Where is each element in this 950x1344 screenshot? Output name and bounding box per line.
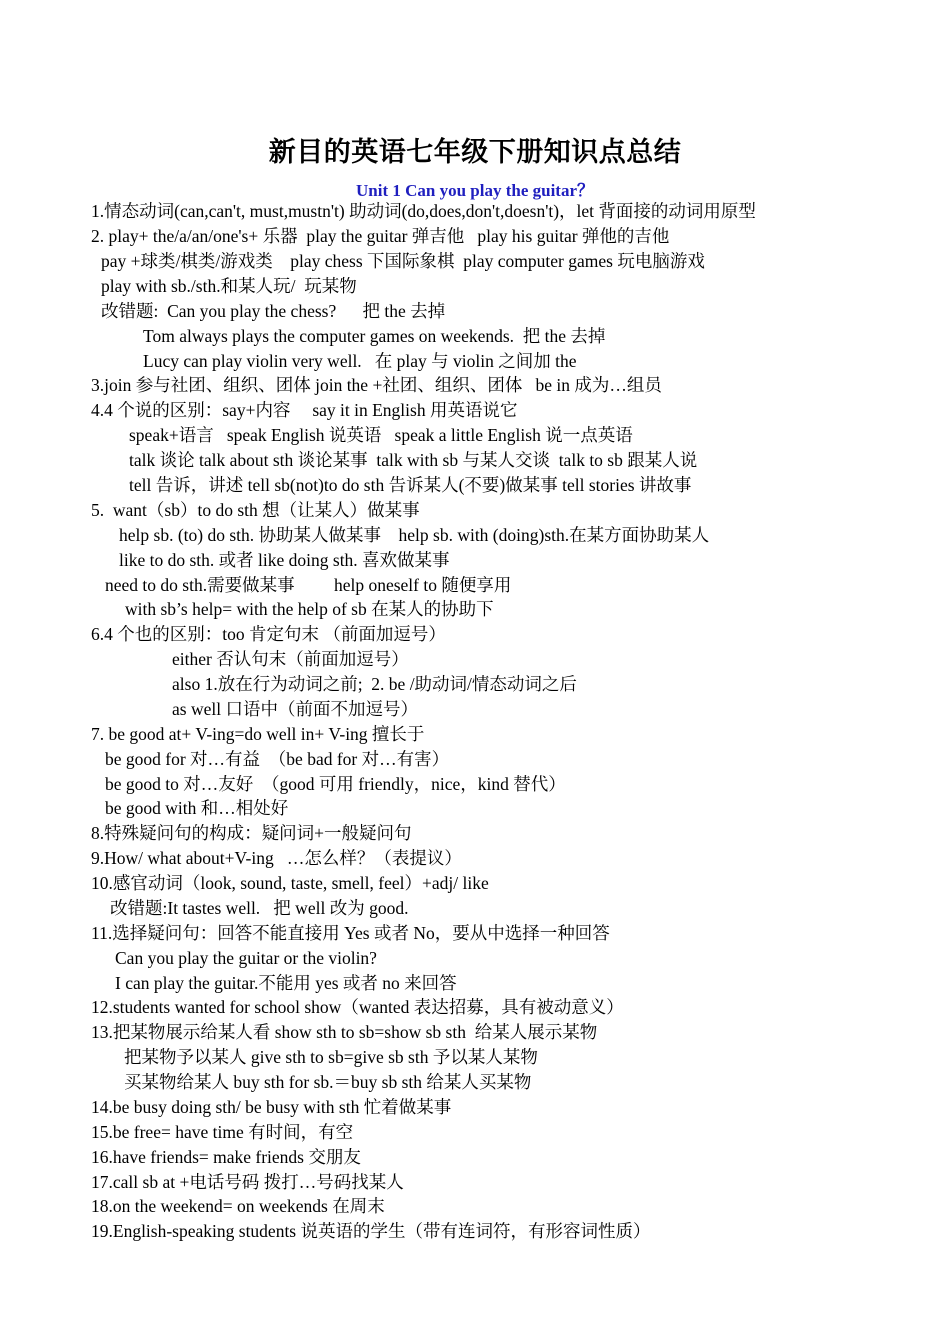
note-line: 13.把某物展示给某人看 show sth to sb=show sb sth 给某人展示某物: [91, 1022, 598, 1042]
note-line: as well 口语中（前面不加逗号）: [172, 699, 418, 719]
note-line: 6.4 个也的区别：too 肯定句末 （前面加逗号）: [91, 624, 446, 644]
note-line: play with sb./sth.和某人玩/ 玩某物: [101, 276, 357, 296]
note-line: 2. play+ the/a/an/one's+ 乐器 play the guitar 弹吉他 play his guitar 弹他的吉他: [91, 226, 670, 246]
note-line: be good for 对…有益 （be bad for 对…有害）: [105, 749, 450, 769]
note-line: like to do sth. 或者 like doing sth. 喜欢做某事: [119, 550, 450, 570]
note-line: 7. be good at+ V-ing=do well in+ V-ing 擅长于: [91, 724, 425, 744]
note-line: speak+语言 speak English 说英语 speak a little English 说一点英语: [129, 425, 633, 445]
note-line: tell 告诉，讲述 tell sb(not)to do sth 告诉某人(不要)做某事 tell stories 讲故事: [129, 475, 692, 495]
note-line: 9.How/ what about+V-ing …怎么样？（表提议）: [91, 848, 462, 868]
note-line: Tom always plays the computer games on weekends. 把 the 去掉: [143, 326, 606, 346]
note-line: 8.特殊疑问句的构成：疑问词+一般疑问句: [91, 823, 412, 843]
note-line: 11.选择疑问句：回答不能直接用 Yes 或者 No，要从中选择一种回答: [91, 923, 610, 943]
note-line: need to do sth.需要做某事 help oneself to 随便享用: [105, 575, 512, 595]
note-line: 改错题: Can you play the chess? 把 the 去掉: [101, 301, 446, 321]
note-line: pay +球类/棋类/游戏类 play chess 下国际象棋 play computer games 玩电脑游戏: [101, 251, 705, 271]
note-line: I can play the guitar.不能用 yes 或者 no 来回答: [115, 973, 457, 993]
note-line: 18.on the weekend= on weekends 在周末: [91, 1196, 385, 1216]
note-line: 15.be free= have time 有时间，有空: [91, 1122, 354, 1142]
note-line: 19.English-speaking students 说英语的学生（带有连词符，有形容词性质）: [91, 1221, 651, 1241]
note-line: Lucy can play violin very well. 在 play 与 violin 之间加 the: [143, 351, 577, 371]
unit-heading: Unit 1 Can you play the guitar？: [355, 181, 595, 200]
note-line: be good with 和…相处好: [105, 798, 289, 818]
note-line: 改错题:It tastes well. 把 well 改为 good.: [110, 898, 409, 918]
note-line: 14.be busy doing sth/ be busy with sth 忙着做某事: [91, 1097, 452, 1117]
note-line: 16.have friends= make friends 交朋友: [91, 1147, 361, 1167]
note-line: 4.4 个说的区别：say+内容 say it in English 用英语说它: [91, 400, 518, 420]
document-title: 新目的英语七年级下册知识点总结: [268, 137, 682, 167]
note-line: 买某物给某人 buy sth for sb.＝buy sb sth 给某人买某物: [124, 1072, 532, 1092]
note-line: either 否认句末（前面加逗号）: [172, 649, 409, 669]
note-line: 10.感官动词（look, sound, taste, smell, feel）+adj/ like: [91, 873, 489, 893]
note-line: talk 谈论 talk about sth 谈论某事 talk with sb 与某人交谈 talk to sb 跟某人说: [129, 450, 698, 470]
note-line: 1.情态动词(can,can't, must,mustn't) 助动词(do,does,don't,doesn't)，let 背面接的动词用原型: [91, 201, 756, 221]
note-line: 12.students wanted for school show（wanted 表达招募，具有被动意义）: [91, 997, 624, 1017]
note-line: 把某物予以某人 give sth to sb=give sb sth 予以某人某物: [124, 1047, 538, 1067]
note-line: also 1.放在行为动词之前; 2. be /助动词/情态动词之后: [172, 674, 577, 694]
note-line: help sb. (to) do sth. 协助某人做某事 help sb. with (doing)sth.在某方面协助某人: [119, 525, 710, 545]
note-line: 17.call sb at +电话号码 拨打…号码找某人: [91, 1172, 404, 1192]
note-line: Can you play the guitar or the violin?: [115, 948, 377, 968]
note-line: 3.join 参与社团、组织、团体 join the +社团、组织、团体 be in 成为…组员: [91, 375, 662, 395]
note-line: with sb’s help= with the help of sb 在某人的协助下: [125, 599, 494, 619]
note-line: 5. want（sb）to do sth 想（让某人）做某事: [91, 500, 420, 520]
note-line: be good to 对…友好 （good 可用 friendly，nice，kind 替代）: [105, 774, 566, 794]
